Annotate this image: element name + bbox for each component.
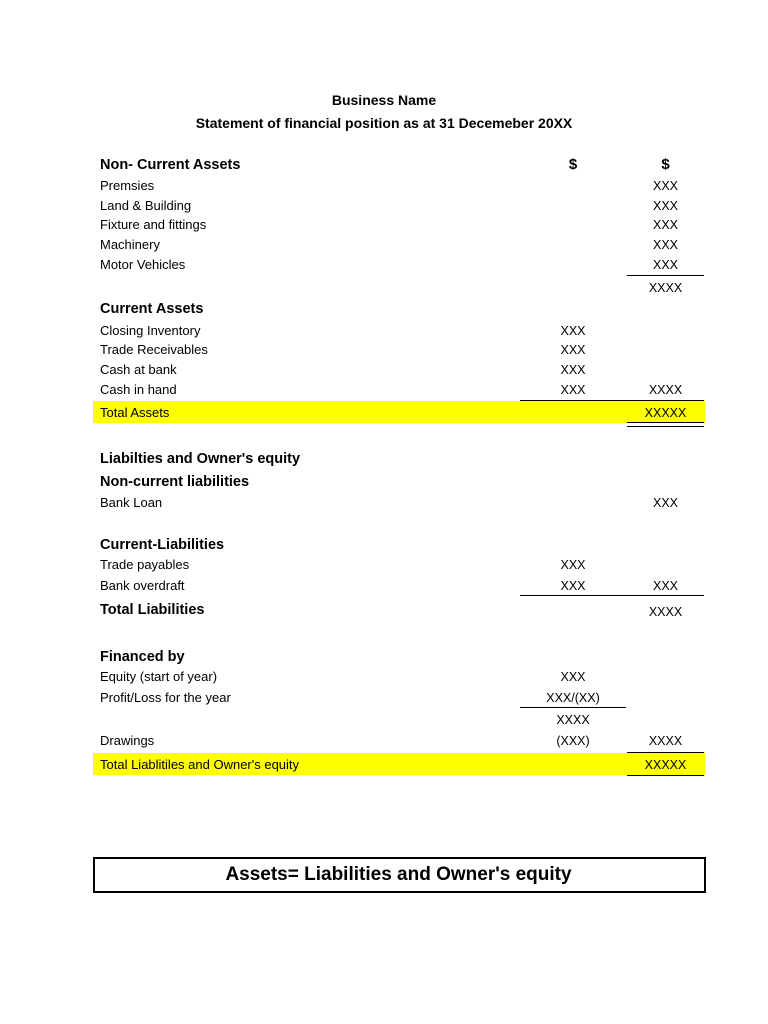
cash-at-bank-label: Cash at bank [100,362,177,377]
currency-header-col2: $ [661,156,670,173]
machinery-label: Machinery [100,237,160,252]
total-liabilities-label: Total Liabilities [100,602,205,618]
trade-receivables-label: Trade Receivables [100,342,208,357]
financed-by-heading: Financed by [100,649,185,665]
closing-inventory-label: Closing Inventory [100,323,201,338]
bank-overdraft-label: Bank overdraft [100,578,185,593]
cash-at-bank-value: XXX [560,363,586,377]
non-current-assets-heading: Non- Current Assets [100,157,241,173]
currency-header-col1: $ [568,156,578,173]
liabilities-equity-heading: Liabilties and Owner's equity [100,451,301,467]
total-assets-double-underline [627,422,704,427]
total-assets-highlight [93,401,705,423]
non-current-liabilities-heading: Non-current liabilities [100,474,250,490]
current-liabilities-heading: Current-Liabilities [100,537,225,553]
statement-title: Statement of financial position as at 31 Decemeber 20XX [195,115,573,131]
profit-loss-label: Profit/Loss for the year [100,690,231,705]
drawings-col1: (XXX) [556,734,590,748]
trade-payables-label: Trade payables [100,557,190,572]
bank-loan-value: XXX [652,496,678,510]
profit-loss-value: XXX/(XX) [546,691,600,705]
cash-in-hand-value: XXX [560,383,586,397]
motor-vehicles-value: XXX [652,258,678,272]
land-building-value: XXX [652,199,678,213]
machinery-value: XXX [652,238,678,252]
trade-payables-value: XXX [560,558,586,572]
bank-overdraft-col1: XXX [560,579,586,593]
total-liabilities-value: XXXX [648,605,683,619]
bank-loan-label: Bank Loan [100,495,163,510]
accounting-equation: Assets= Liabilities and Owner's equity [225,864,572,885]
equity-start-label: Equity (start of year) [100,669,218,684]
nca-subtotal: XXXX [648,281,683,295]
total-liab-equity-label: Total Liablitiles and Owner's equity [100,757,300,772]
financed-underline [520,707,626,708]
total-assets-label: Total Assets [100,405,170,420]
fixture-fittings-value: XXX [652,218,678,232]
total-assets-value: XXXXX [644,406,687,420]
drawings-col2: XXXX [648,734,683,748]
fixture-fittings-label: Fixture and fittings [100,217,207,232]
motor-vehicles-label: Motor Vehicles [100,257,186,272]
drawings-label: Drawings [100,733,155,748]
closing-inventory-value: XXX [560,324,586,338]
current-assets-heading: Current Assets [100,301,204,317]
total-assets-topline [520,400,704,401]
nca-underline [627,275,704,276]
premises-label: Premsies [100,178,155,193]
premises-value: XXX [652,179,678,193]
equity-start-value: XXX [560,670,586,684]
current-assets-subtotal: XXXX [648,383,683,397]
land-building-label: Land & Building [100,198,192,213]
bank-overdraft-col2: XXX [652,579,678,593]
liabilities-underline [520,595,704,596]
trade-receivables-value: XXX [560,343,586,357]
cash-in-hand-label: Cash in hand [100,382,177,397]
total-liab-equity-underline [627,775,704,776]
total-liab-equity-value: XXXXX [644,758,687,772]
business-name: Business Name [331,92,437,108]
financed-subtotal: XXXX [556,713,590,727]
total-liab-equity-topline [627,752,704,753]
